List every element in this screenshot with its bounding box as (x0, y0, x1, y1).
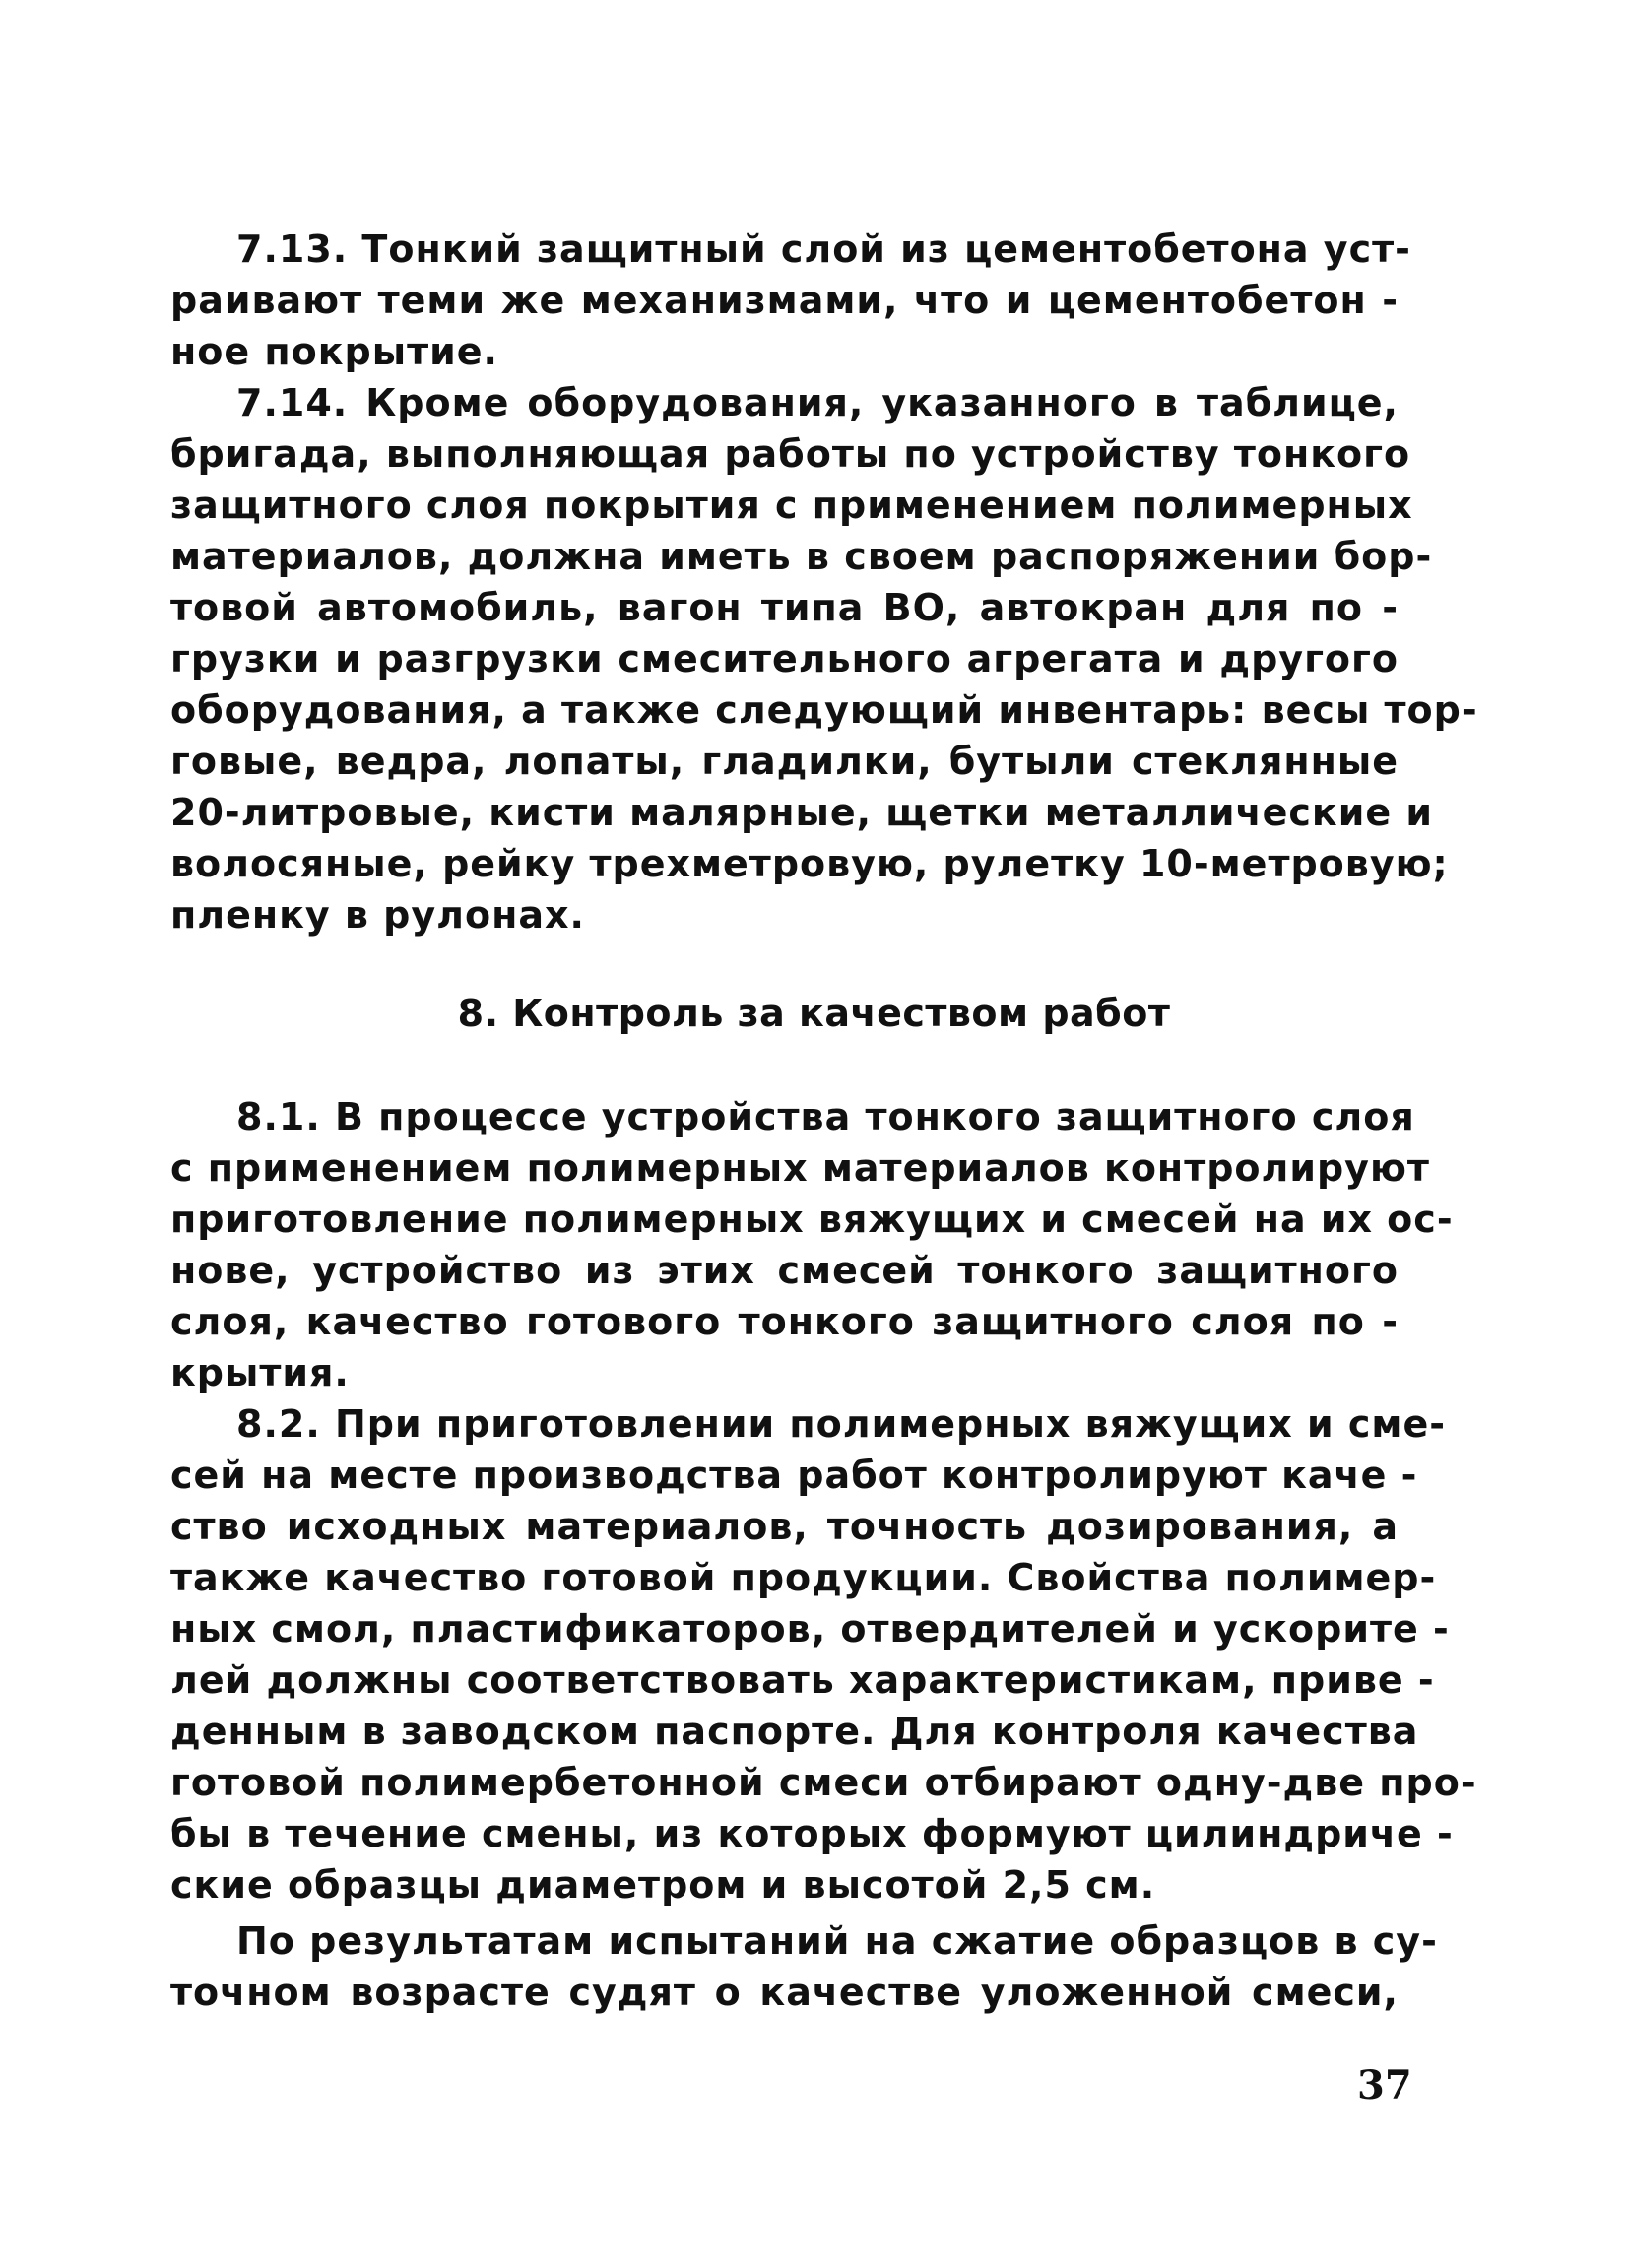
paragraph-8-1-line-6: крытия. (170, 1351, 350, 1394)
paragraph-7-14-line-5: товой автомобиль, вагон типа ВО, автокран для по - (170, 586, 1399, 629)
paragraph-8-1-line-5: слоя, качество готового тонкого защитного слоя по - (170, 1300, 1399, 1343)
paragraph-7-14-line-4: материалов, должна иметь в своем распоряжении бор- (170, 535, 1433, 578)
page-number: 37 (1357, 2062, 1412, 2108)
paragraph-8-2-line-1: 8.2. При приготовлении полимерных вяжущих и сме- (236, 1402, 1447, 1446)
paragraph-7-14-line-6: грузки и разгрузки смесительного агрегата и другого (170, 637, 1399, 680)
paragraph-8-1-line-4: нове, устройство из этих смесей тонкого защитного (170, 1249, 1399, 1292)
paragraph-8-2-line-10: ские образцы диаметром и высотой 2,5 см. (170, 1863, 1156, 1907)
paragraph-7-14-line-1: 7.14. Кроме оборудования, указанного в таблице, (236, 381, 1399, 424)
paragraph-7-14-line-10: волосяные, рейку трехметровую, рулетку 10-метровую; (170, 842, 1449, 885)
section-8-heading: 8. Контроль за качеством работ (457, 992, 1171, 1035)
paragraph-results-line-2: точном возрасте судят о качестве уложенной смеси, (170, 1971, 1399, 2014)
paragraph-8-2-line-8: готовой полимербетонной смеси отбирают одну-две про- (170, 1761, 1477, 1804)
paragraph-7-14-line-11: пленку в рулонах. (170, 893, 585, 937)
paragraph-7-14-line-8: говые, ведра, лопаты, гладилки, бутыли стеклянные (170, 740, 1399, 783)
paragraph-8-1-line-3: приготовление полимерных вяжущих и смесей на их ос- (170, 1198, 1454, 1241)
paragraph-8-2-line-5: ных смол, пластификаторов, отвердителей и ускорите - (170, 1607, 1450, 1651)
paragraph-7-14-line-9: 20-литровые, кисти малярные, щетки металлические и (170, 791, 1433, 834)
paragraph-7-14-line-2: бригада, выполняющая работы по устройству тонкого (170, 432, 1411, 476)
paragraph-8-1-line-2: с применением полимерных материалов контролируют (170, 1146, 1430, 1190)
paragraph-7-13-line-1: 7.13. Тонкий защитный слой из цементобетона уст- (236, 227, 1411, 271)
paragraph-7-13-line-3: ное покрытие. (170, 330, 498, 373)
paragraph-8-2-line-9: бы в течение смены, из которых формуют цилиндриче - (170, 1812, 1454, 1855)
paragraph-8-2-line-3: ство исходных материалов, точность дозирования, а (170, 1505, 1399, 1548)
paragraph-8-2-line-7: денным в заводском паспорте. Для контроля качества (170, 1710, 1419, 1753)
paragraph-results-line-1: По результатам испытаний на сжатие образцов в су- (236, 1919, 1438, 1963)
paragraph-8-2-line-6: лей должны соответствовать характеристикам, приве - (170, 1658, 1435, 1702)
paragraph-7-13-line-2: раивают теми же механизмами, что и цементобетон - (170, 279, 1399, 322)
paragraph-8-2-line-2: сей на месте производства работ контролируют каче - (170, 1454, 1418, 1497)
paragraph-8-1-line-1: 8.1. В процессе устройства тонкого защитного слоя (236, 1095, 1415, 1138)
paragraph-7-14-line-7: оборудования, а также следующий инвентарь: весы тор- (170, 688, 1478, 732)
paragraph-7-14-line-3: защитного слоя покрытия с применением полимерных (170, 484, 1413, 527)
paragraph-8-2-line-4: также качество готовой продукции. Свойства полимер- (170, 1556, 1437, 1599)
